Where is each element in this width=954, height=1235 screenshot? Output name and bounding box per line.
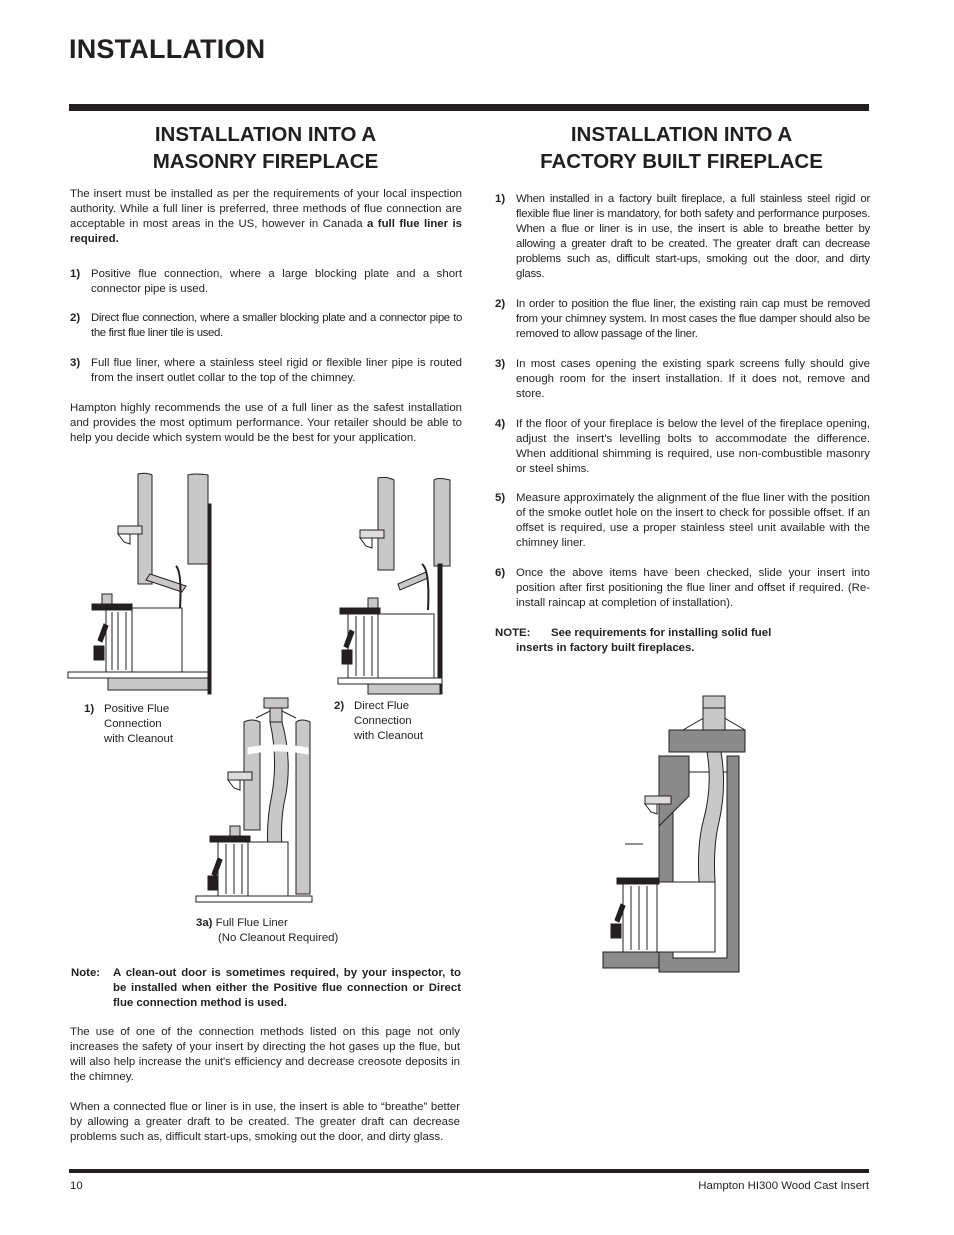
figure-full-flue-liner: [196, 698, 326, 908]
factory-item-6: [495, 566, 870, 611]
footer-rule: [69, 1169, 869, 1173]
factory-section-title: [494, 121, 869, 175]
masonry-item-3-text: Full flue liner, where a stainless steel rigid or flexible liner pipe is routed from the insert outlet collar to the top of the chimney.: [91, 357, 462, 384]
page-number: 10: [70, 1180, 83, 1192]
factory-item-3-text: In most cases opening the existing spark screens fully should give enough room for the insert installation. If it does not, remove and store.: [516, 358, 870, 400]
masonry-item-2-num: 2): [70, 312, 81, 324]
factory-item-1: [495, 192, 870, 282]
figure-2-line3: with Cleanout: [354, 730, 424, 742]
factory-item-1-num: 1): [495, 193, 506, 205]
figure-factory-built-fireplace: [603, 696, 753, 972]
figure-1-line1: Positive Flue: [104, 703, 170, 715]
figure-2-num: 2): [334, 700, 345, 712]
factory-item-6-num: 6): [495, 567, 506, 579]
header-rule: [69, 104, 869, 111]
factory-item-5-text: Measure approximately the alignment of the flue liner with the position of the smoke outlet hole on the insert to check for possible offset. If an offset is required, use a proper stainless steel unit available with the chimney liner.: [516, 492, 870, 549]
masonry-breathe-paragraph: When a connected flue or liner is in use, the insert is able to “breathe” better by allowing a greater draft to be created. The greater draft can decrease problems such as, difficult start-ups, smoking out the door, and dirty glass.: [70, 1101, 460, 1143]
figure-3a-num: 3a): [196, 917, 213, 929]
figure-1-num: 1): [84, 703, 95, 715]
factory-item-5: [495, 491, 870, 551]
figure-1-line3: with Cleanout: [104, 733, 174, 745]
figure-direct-flue: [338, 478, 468, 696]
figure-1-line2: Connection: [104, 718, 162, 730]
factory-item-2-text: In order to position the flue liner, the existing rain cap must be removed from your chimney system. In most cases the flue damper should also be removed to allow passage of the liner.: [516, 298, 870, 340]
masonry-title-line1: INSTALLATION INTO A: [154, 123, 377, 146]
masonry-intro-text: The insert must be installed as per the requirements of your local inspection authority. While a full liner is preferred, three methods of flue connection are acceptable in most areas in the US, however in Canada: [70, 188, 462, 230]
figure-2-line2: Connection: [354, 715, 412, 727]
masonry-item-2-text: Direct flue connection, where a smaller blocking plate and a connector pipe to the first flue liner tile is used.: [91, 312, 462, 339]
factory-note: [495, 626, 870, 656]
masonry-item-1-text: Positive flue connection, where a large blocking plate and a short connector pipe is used.: [91, 268, 462, 295]
factory-note-label: NOTE:: [495, 627, 531, 639]
figure-2-caption: [334, 699, 474, 744]
figure-3a-caption: [196, 916, 396, 946]
factory-item-2-num: 2): [495, 298, 506, 310]
masonry-intro: [70, 187, 462, 247]
figure-3a-line1: Full Flue Liner: [215, 917, 288, 929]
factory-item-4-num: 4): [495, 418, 506, 430]
masonry-note-label: Note:: [71, 967, 101, 979]
masonry-item-1-num: 1): [70, 268, 81, 280]
footer-title: Hampton HI300 Wood Cast Insert: [698, 1180, 869, 1192]
factory-item-3-num: 3): [495, 358, 506, 370]
factory-item-3: [495, 357, 870, 402]
masonry-item-2: [70, 311, 462, 341]
figure-3a-line2: (No Cleanout Required): [218, 932, 339, 944]
page-title: INSTALLATION: [69, 34, 266, 64]
masonry-title-line2: MASONRY FIREPLACE: [152, 150, 379, 173]
figure-positive-flue: [90, 474, 220, 694]
factory-item-4-text: If the floor of your fireplace is below the level of the fireplace opening, adjust the insert's levelling bolts to accommodate the difference. When additional shimming is required, use non-combustible masonry or steel shims.: [516, 418, 870, 475]
factory-note-line2: inserts in factory built fireplaces.: [516, 642, 695, 654]
factory-note-line1: See requirements for installing solid fuel: [551, 627, 772, 639]
factory-item-6-text: Once the above items have been checked, slide your insert into position after first positioning the flue liner and offset if required. (Re-install raincap at completion of installation).: [516, 567, 870, 609]
factory-item-4: [495, 417, 870, 477]
factory-item-1-text: When installed in a factory built fireplace, a full stainless steel rigid or flexible flue liner is mandatory, for both safety and performance purposes. When a flue or liner is in use, the insert is able to breathe better by allowing a greater draft to be created. The greater draft can decrease problems such as, difficult start-ups, smoking out the door, and dirty glass.: [516, 193, 870, 280]
factory-item-2: [495, 297, 870, 342]
masonry-note: [71, 966, 461, 1011]
masonry-item-1: [70, 267, 462, 297]
masonry-item-3-num: 3): [70, 357, 81, 369]
masonry-note-text: A clean-out door is sometimes required, by your inspector, to be installed when either the Positive flue connection or Direct flue connection method is used.: [113, 967, 461, 1009]
figure-2-line1: Direct Flue: [354, 700, 410, 712]
masonry-recommendation: Hampton highly recommends the use of a full liner as the safest installation and provides the most optimum performance. Your retailer should be able to help you decide which system would be the best for your application.: [70, 402, 462, 444]
masonry-intro-bold: a full flue liner is required.: [70, 218, 462, 245]
masonry-methods-paragraph: The use of one of the connection methods listed on this page not only increases the safety of your insert by directing the hot gases up the flue, but will also help increase the unit's efficiency and decrease creosote deposits in the chimney.: [70, 1026, 460, 1083]
masonry-section-title: [69, 121, 462, 175]
masonry-item-3: [70, 356, 462, 386]
factory-title-line1: INSTALLATION INTO A: [570, 123, 793, 146]
factory-item-5-num: 5): [495, 492, 506, 504]
factory-title-line2: FACTORY BUILT FIREPLACE: [540, 150, 823, 173]
